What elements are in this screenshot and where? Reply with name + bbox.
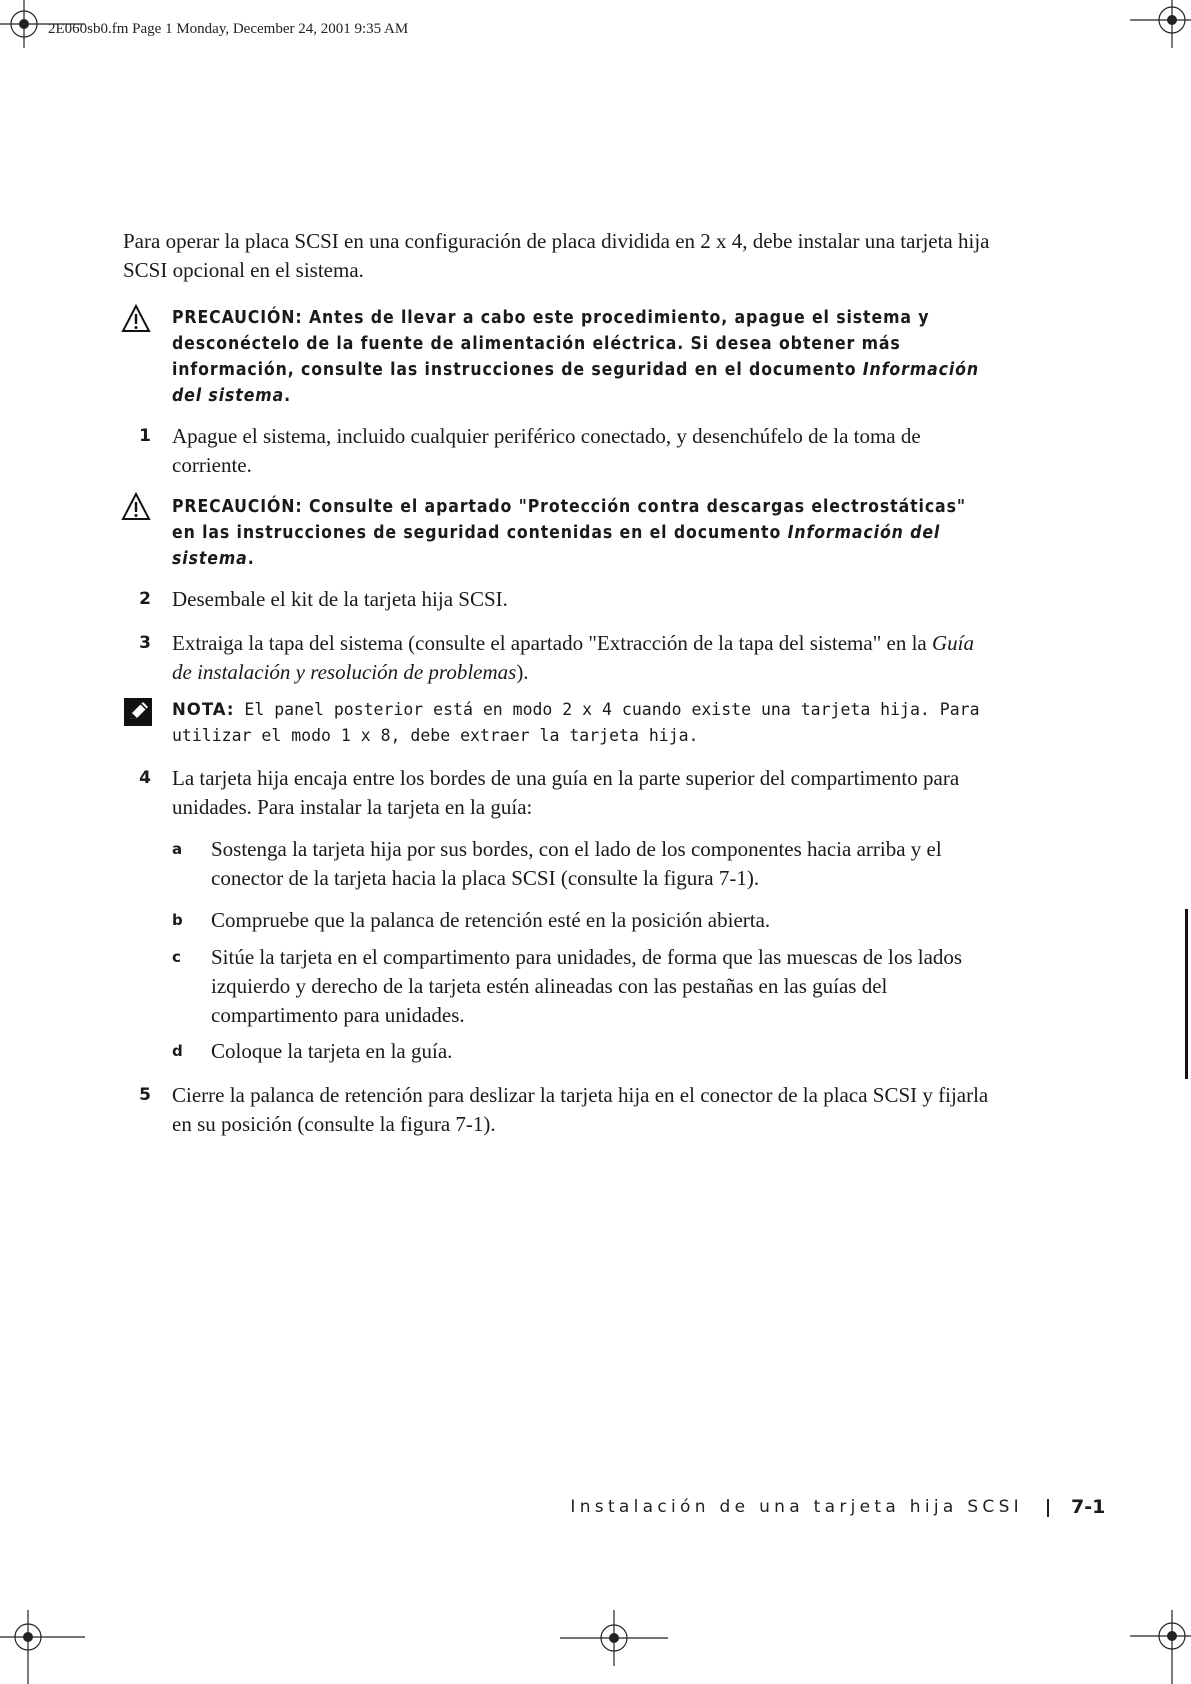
- file-info-header: 2E060sb0.fm Page 1 Monday, December 24, 2001 9:35 AM: [48, 21, 409, 37]
- substep-text: Sostenga la tarjeta hija por sus bordes, con el lado de los componentes hacia arriba y el conector de la tarjeta hacia la placa SCSI (consulte la figura 7-1).: [211, 837, 942, 890]
- caution-triangle-icon: [121, 304, 151, 334]
- registration-mark-icon: [1130, 1610, 1191, 1684]
- footer-divider: [1047, 1499, 1049, 1517]
- caution-label: PRECAUCIÓN:: [172, 308, 303, 328]
- step-4-text: La tarjeta hija encaja entre los bordes de una guía en la parte superior del compartimento para unidades. Para instalar la tarjeta en la guía:: [172, 766, 960, 819]
- step-number: 1: [139, 426, 151, 446]
- step-5-text: Cierre la palanca de retención para deslizar la tarjeta hija en el conector de la placa SCSI y fijarla en su posición (consulte la figura 7-1).: [172, 1083, 989, 1136]
- step-1-text: Apague el sistema, incluido cualquier periférico conectado, y desenchúfelo de la toma de corriente.: [172, 424, 921, 477]
- caution-end: .: [247, 549, 255, 569]
- substep-letter: d: [172, 1042, 183, 1060]
- caution-2: [172, 494, 992, 572]
- caution-text: Antes de llevar a cabo este procedimiento, apague el sistema y desconéctelo de la fuente de alimentación eléctrica. Si desea obtener más información, consulte las instrucciones de seguridad en el documento: [172, 308, 930, 380]
- caution-text: Consulte el apartado "Protección contra descargas electrostáticas" en las instrucciones de seguridad contenidas en el documento: [172, 497, 966, 543]
- registration-mark-icon: [0, 1610, 85, 1684]
- substep-letter: c: [172, 948, 181, 966]
- page-number: 7-1: [1071, 1496, 1106, 1518]
- caution-doc-title: Información del sistema: [172, 523, 941, 569]
- caution-end: .: [284, 386, 291, 406]
- intro-paragraph: Para operar la placa SCSI en una configuración de placa dividida en 2 x 4, debe instalar una tarjeta hija SCSI opcional en el sistema.: [123, 229, 990, 282]
- substep-letter: a: [172, 840, 183, 858]
- substep-text: Coloque la tarjeta en la guía.: [211, 1039, 453, 1063]
- step-number: 3: [139, 633, 151, 653]
- note-block: [172, 697, 992, 749]
- step-3-text: [172, 629, 992, 687]
- step-number: 4: [139, 768, 151, 788]
- step-2-text: Desembale el kit de la tarjeta hija SCSI.: [172, 587, 508, 611]
- note-text: El panel posterior está en modo 2 x 4 cuando existe una tarjeta hija. Para utilizar el modo 1 x 8, debe extraer la tarjeta hija.: [172, 700, 980, 745]
- guide-title: Guía de instalación y resolución de problemas: [172, 631, 974, 684]
- registration-mark-icon: [560, 1610, 668, 1666]
- note-label: NOTA:: [172, 700, 235, 719]
- caution-1: [172, 305, 992, 409]
- registration-mark-icon: [1130, 0, 1191, 48]
- step-number: 5: [139, 1085, 151, 1105]
- note-pencil-icon: [123, 697, 153, 727]
- caution-doc-title: Información del sistema: [172, 360, 979, 406]
- footer-chapter-title: Instalación de una tarjeta hija SCSI: [570, 1497, 1023, 1517]
- substep-text: Compruebe que la palanca de retención esté en la posición abierta.: [211, 908, 771, 932]
- step-3-main: Extraiga la tapa del sistema (consulte el apartado "Extracción de la tapa del sistema" en la: [172, 631, 932, 655]
- thumb-tab-bar: [1185, 909, 1188, 1079]
- substep-letter: b: [172, 911, 183, 929]
- caution-triangle-icon: [121, 492, 151, 522]
- step-number: 2: [139, 589, 151, 609]
- step-3-end: ).: [516, 660, 529, 684]
- substep-text: Sitúe la tarjeta en el compartimento para unidades, de forma que las muescas de los lados izquierdo y derecho de la tarjeta estén alineadas con las pestañas en las guías del compartimento para unidades.: [211, 945, 963, 1027]
- caution-label: PRECAUCIÓN:: [172, 497, 303, 517]
